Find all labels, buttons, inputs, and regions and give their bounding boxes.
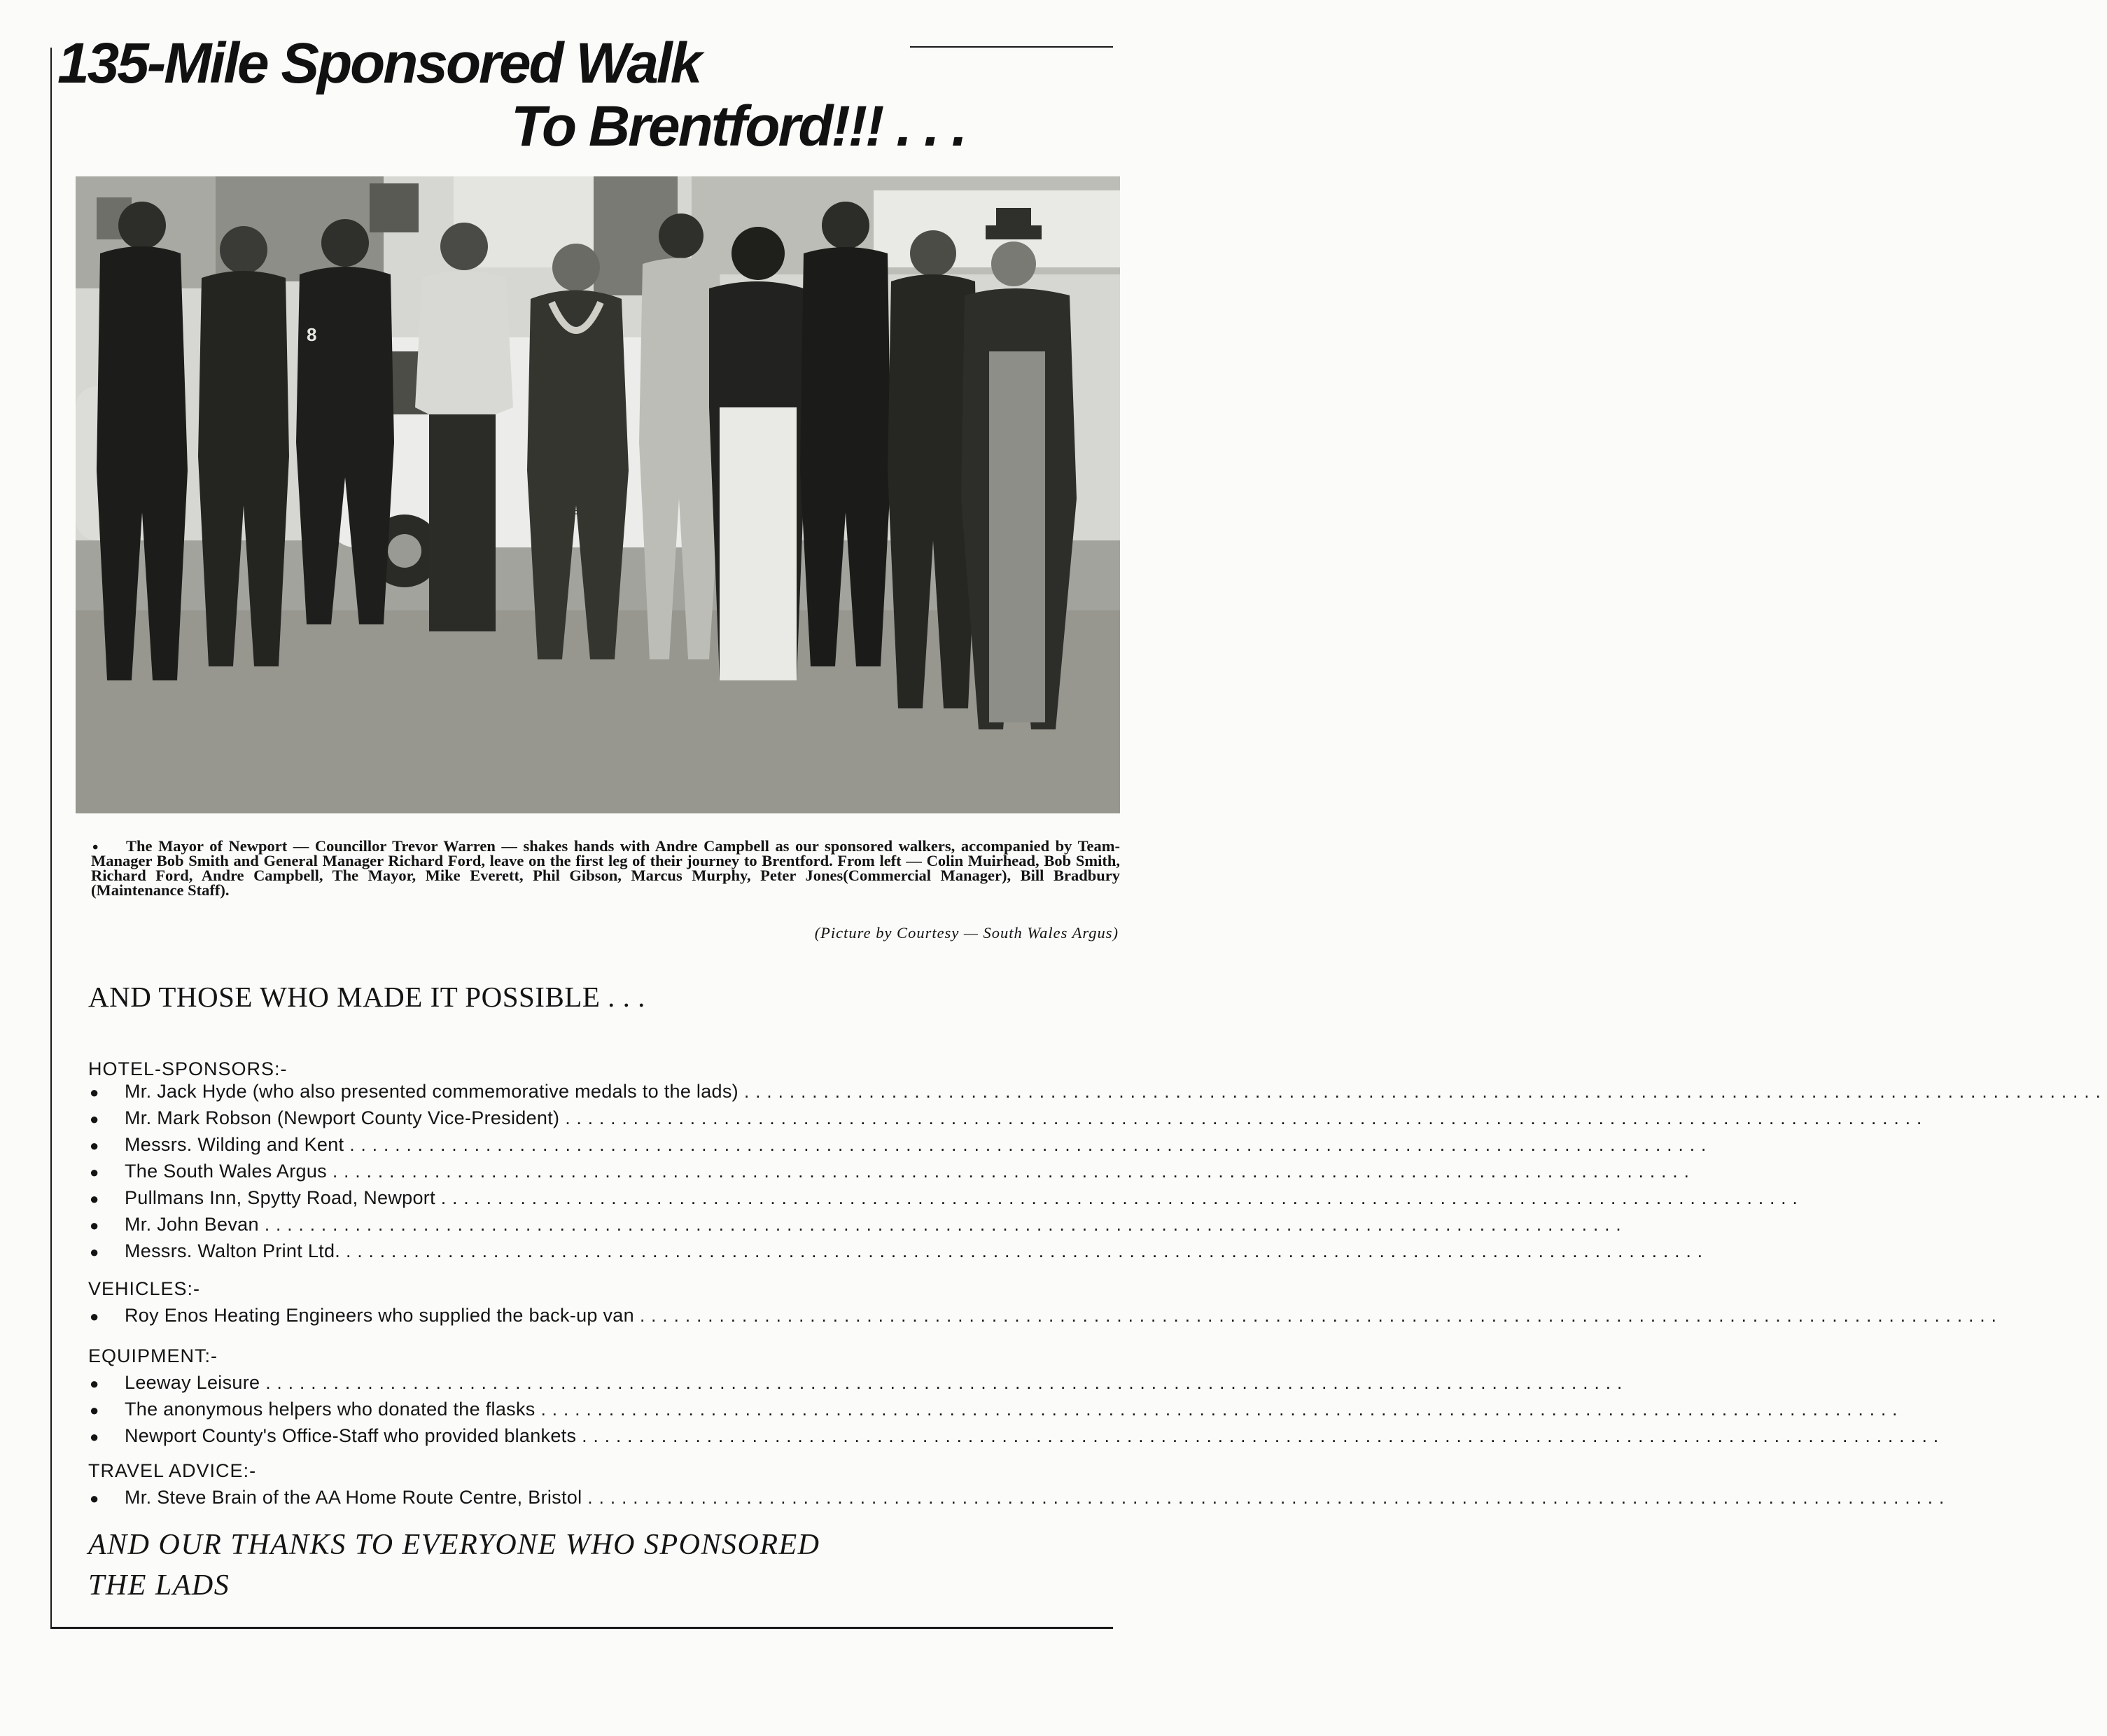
list-item-text: Messrs. Walton Print Ltd.	[125, 1240, 341, 1261]
list-item	[90, 1240, 1709, 1264]
frame-left-rule	[50, 48, 52, 1628]
photo-credit: (Picture by Courtesy — South Wales Argus)	[814, 924, 1119, 941]
bullet-icon: ●	[90, 1190, 99, 1208]
list-item-text: Roy Enos Heating Engineers who supplied the back-up van	[125, 1305, 634, 1326]
dot-leader: ........................................................................................................................	[587, 1487, 1951, 1508]
bullet-icon: ●	[90, 1217, 99, 1234]
closing-thanks-line-1: AND OUR THANKS TO EVERYONE WHO SPONSORED	[88, 1529, 820, 1561]
frame-bottom-rule	[50, 1627, 1113, 1629]
bullet-icon: ●	[90, 1163, 99, 1181]
bullet-icon: ●	[90, 1308, 99, 1325]
dot-leader: ........................................................................................................................	[639, 1305, 2003, 1326]
dot-leader: ........................................................................................................................	[582, 1425, 1945, 1446]
bullet-icon: ●	[90, 1375, 99, 1392]
bullet-icon: ●	[90, 1428, 99, 1446]
group-title: TRAVEL ADVICE:-	[88, 1460, 257, 1481]
headline-line-2: To Brentford!!! . . .	[511, 94, 966, 158]
list-item-text: Mr. Mark Robson (Newport County Vice-President)	[125, 1107, 560, 1128]
list-item-text: Leeway Leisure	[125, 1372, 260, 1393]
dot-leader: ........................................................................................................................	[743, 1081, 2107, 1102]
dot-leader: ........................................................................................................................	[349, 1134, 1713, 1155]
dot-leader: ........................................................................................................................	[264, 1214, 1628, 1235]
dot-leader: ........................................................................................................................	[332, 1161, 1695, 1182]
section-heading: AND THOSE WHO MADE IT POSSIBLE . . .	[88, 981, 645, 1013]
list-item-text: Newport County's Office-Staff who provided blankets	[125, 1425, 577, 1446]
list-item-text: Messrs. Wilding and Kent	[125, 1134, 344, 1155]
list-item	[90, 1305, 2003, 1329]
list-item	[90, 1372, 1629, 1396]
list-item	[90, 1187, 1804, 1211]
list-item-text: The South Wales Argus	[125, 1161, 327, 1182]
bullet-icon: ●	[90, 1401, 99, 1419]
frame-top-rule	[910, 46, 1113, 48]
list-item	[90, 1425, 1945, 1449]
dot-leader: ........................................................................................................................	[265, 1372, 1629, 1393]
list-item	[90, 1134, 1713, 1158]
headline-line-1: 135-Mile Sponsored Walk	[57, 31, 701, 95]
group-photo-illustration	[76, 176, 1120, 813]
bullet-icon: ●	[90, 1110, 99, 1128]
bullet-icon: ●	[90, 1084, 99, 1101]
list-item	[90, 1399, 1904, 1422]
list-item-text: Mr. John Bevan	[125, 1214, 259, 1235]
closing-thanks-line-2: THE LADS	[88, 1569, 230, 1602]
shirt-number: 8	[307, 324, 317, 345]
list-item	[90, 1161, 1695, 1184]
bullet-icon: ●	[90, 1243, 99, 1261]
dot-leader: ........................................................................................................................	[440, 1187, 1804, 1208]
list-item	[90, 1214, 1628, 1238]
list-item-text: Mr. Jack Hyde (who also presented commemorative medals to the lads)	[125, 1081, 738, 1102]
list-item	[90, 1081, 2107, 1105]
list-item	[90, 1107, 1928, 1131]
closing-thanks	[88, 1525, 984, 1606]
group-title: VEHICLES:-	[88, 1278, 201, 1299]
list-item-text: The anonymous helpers who donated the flasks	[125, 1399, 536, 1420]
group-photo	[76, 176, 1120, 813]
group-title: HOTEL-SPONSORS:-	[88, 1058, 288, 1079]
dot-leader: ........................................................................................................................	[540, 1399, 1904, 1420]
list-item-text: Mr. Steve Brain of the AA Home Route Centre, Bristol	[125, 1487, 582, 1508]
bullet-icon: ●	[90, 1137, 99, 1154]
photo-caption: The Mayor of Newport — Councillor Trevor Warren — shakes hands with Andre Campbell as our sponsored walkers, accompanied by Team-Manager Bob Smith and General Manager Richard Ford, leave on the first leg of their journey to Brentford. From left — Colin Muirhead, Bob Smith, Richard Ford, Andre Campbell, The Mayor, Mike Everett, Phil Gibson, Marcus Murphy, Peter Jones(Commercial Manager), Bill Bradbury (Maintenance Staff).	[91, 837, 1120, 899]
list-item	[90, 1487, 1951, 1511]
list-item-text: Pullmans Inn, Spytty Road, Newport	[125, 1187, 435, 1208]
group-title: EQUIPMENT:-	[88, 1345, 218, 1366]
bullet-icon: ●	[90, 1490, 99, 1507]
dot-leader: ........................................................................................................................	[565, 1107, 1928, 1128]
dot-leader: ........................................................................................................................	[346, 1240, 1709, 1261]
caption-bullet: •	[92, 839, 99, 857]
